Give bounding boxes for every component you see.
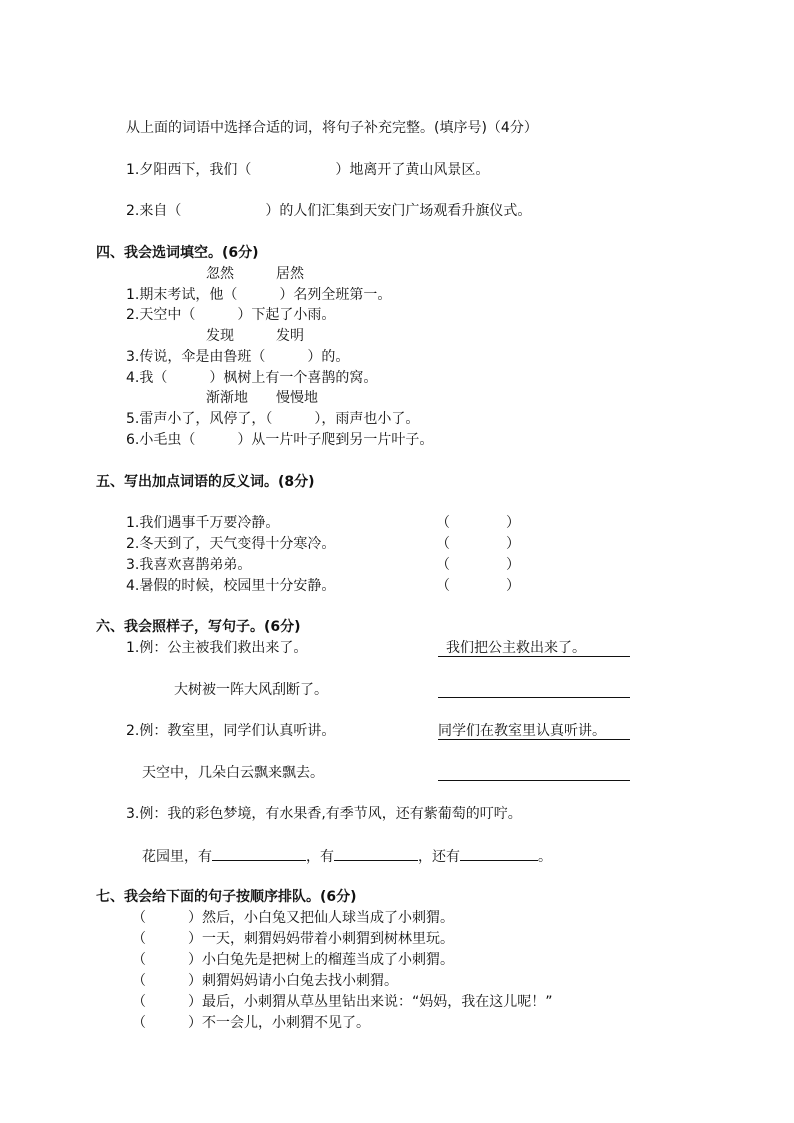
instruction-text: 从上面的词语中选择合适的词，将句子补充完整。(填序号)（4分） <box>126 120 538 136</box>
task-1: 大树被一阵大风刮断了。 <box>174 682 328 698</box>
task-3-blank-3[interactable] <box>460 846 538 861</box>
s3-question-1: 1.夕阳西下，我们（ ）地离开了黄山风景区。 <box>126 162 490 178</box>
s5-answer-paren: （ ） <box>436 515 520 531</box>
s4-question-3: 3.传说，伞是由鲁班（ ）的。 <box>126 349 350 365</box>
section-6-title: 六、我会照样子，写句子。(6分) <box>96 619 301 635</box>
s5-question-3: 3.我喜欢喜鹊弟弟。 <box>126 557 252 573</box>
word-pair-3: 渐渐地 慢慢地 <box>206 390 318 406</box>
example-2: 2.例：教室里，同学们认真听讲。 <box>126 723 336 739</box>
order-item: （ ）一天，刺猬妈妈带着小刺猬到树林里玩。 <box>132 931 454 947</box>
task-3-part-c: ，还有 <box>418 849 460 865</box>
order-item: （ ）不一会儿，小刺猬不见了。 <box>132 1015 370 1031</box>
section-5-title: 五、写出加点词语的反义词。(8分) <box>96 474 315 490</box>
order-item: （ ）然后，小白兔又把仙人球当成了小刺猬。 <box>132 910 454 926</box>
section-4-title: 四、我会选词填空。(6分) <box>96 245 259 261</box>
example-1-answer: 我们把公主救出来了。 <box>446 640 586 656</box>
answer-underline <box>438 656 630 657</box>
example-2-answer: 同学们在教室里认真听讲。 <box>438 723 606 739</box>
s5-answer-paren: （ ） <box>436 557 520 573</box>
s5-question-2: 2.冬天到了，天气变得十分寒冷。 <box>126 536 336 552</box>
s5-answer-paren: （ ） <box>436 536 520 552</box>
task-2: 天空中，几朵白云飘来飘去。 <box>142 765 324 781</box>
s4-question-5: 5.雷声小了，风停了，（ ），雨声也小了。 <box>126 411 420 427</box>
word-pair-1: 忽然 居然 <box>206 266 304 282</box>
s5-answer-paren: （ ） <box>436 578 520 594</box>
example-3: 3.例：我的彩色梦境，有水果香,有季节风，还有紫葡萄的叮咛。 <box>126 806 522 822</box>
task-3-part-b: ，有 <box>306 849 334 865</box>
order-item: （ ）小白兔先是把树上的榴莲当成了小刺猬。 <box>132 952 454 968</box>
task-3-blank-2[interactable] <box>334 846 418 861</box>
section-7-title: 七、我会给下面的句子按顺序排队。(6分) <box>96 889 357 905</box>
s5-question-1: 1.我们遇事千万要冷静。 <box>126 515 280 531</box>
task-3 <box>142 846 552 867</box>
answer-blank-1[interactable] <box>438 697 630 698</box>
s3-question-2: 2.来自（ ）的人们汇集到天安门广场观看升旗仪式。 <box>126 203 532 219</box>
order-item: （ ）最后，小刺猬从草丛里钻出来说：“妈妈，我在这儿呢！” <box>132 994 553 1010</box>
task-3-part-d: 。 <box>538 849 552 865</box>
s4-question-2: 2.天空中（ ）下起了小雨。 <box>126 307 336 323</box>
example-1: 1.例：公主被我们救出来了。 <box>126 640 308 656</box>
order-item: （ ）刺猬妈妈请小白兔去找小刺猬。 <box>132 973 398 989</box>
s4-question-4: 4.我（ ）枫树上有一个喜鹊的窝。 <box>126 370 378 386</box>
answer-underline <box>438 739 630 740</box>
s4-question-1: 1.期末考试，他（ ）名列全班第一。 <box>126 287 392 303</box>
task-3-part-a: 花园里，有 <box>142 849 212 865</box>
word-pair-2: 发现 发明 <box>206 328 304 344</box>
task-3-blank-1[interactable] <box>212 846 306 861</box>
s5-question-4: 4.暑假的时候，校园里十分安静。 <box>126 578 336 594</box>
answer-blank-2[interactable] <box>438 780 630 781</box>
s4-question-6: 6.小毛虫（ ）从一片叶子爬到另一片叶子。 <box>126 432 434 448</box>
